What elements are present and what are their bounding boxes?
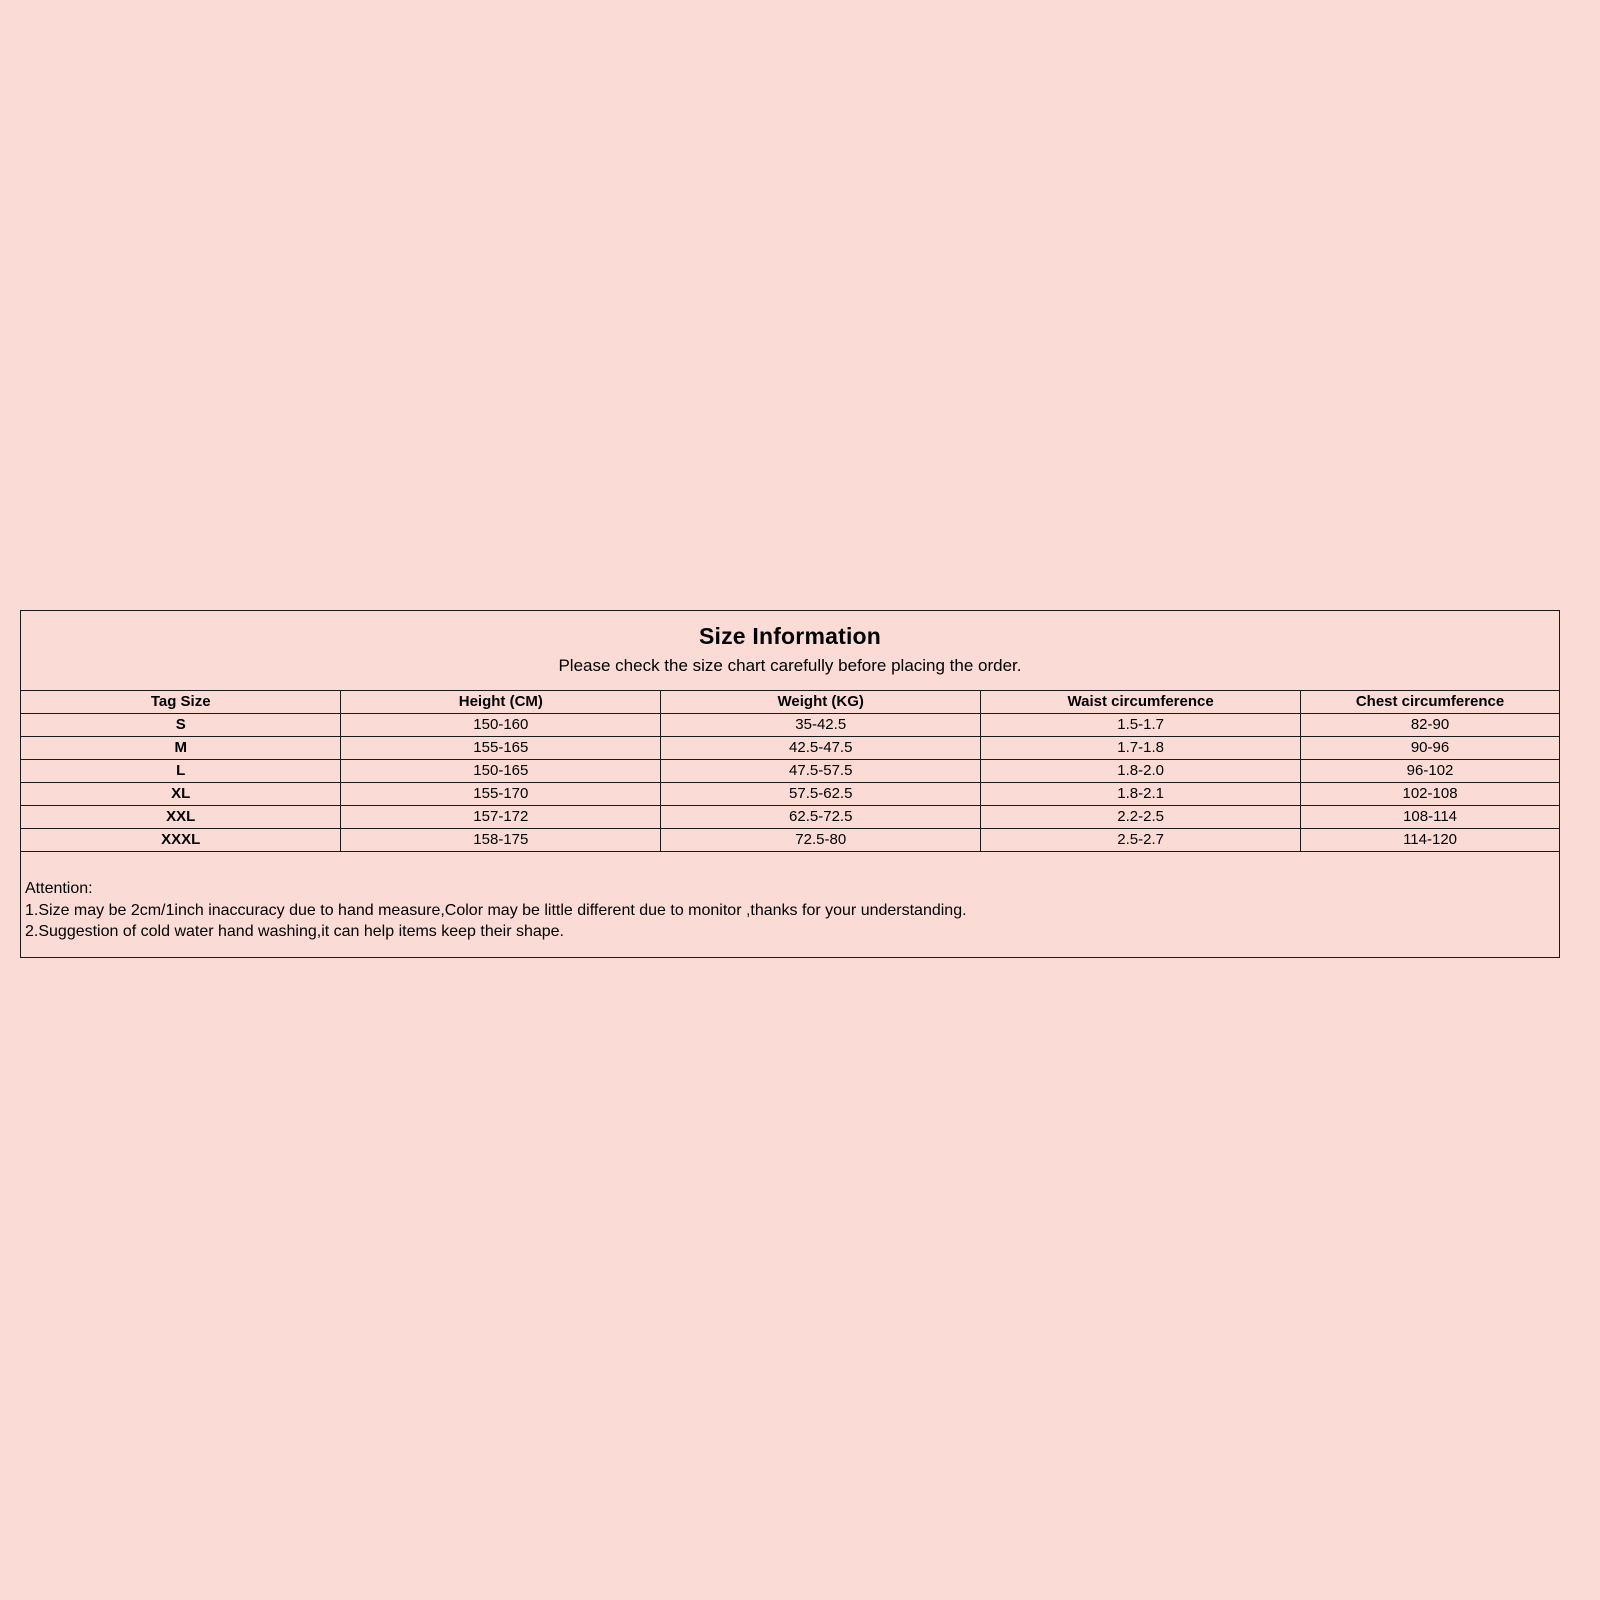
cell-height: 155-165 bbox=[341, 737, 661, 760]
cell-tag-size: XL bbox=[21, 783, 341, 806]
card-title: Size Information bbox=[698, 623, 882, 649]
cell-weight: 42.5-47.5 bbox=[661, 737, 981, 760]
cell-weight: 35-42.5 bbox=[661, 714, 981, 737]
cell-height: 158-175 bbox=[341, 829, 661, 852]
table-row bbox=[21, 783, 1559, 806]
cell-waist: 2.2-2.5 bbox=[981, 806, 1301, 829]
column-header-weight: Weight (KG) bbox=[661, 691, 981, 714]
cell-chest: 96-102 bbox=[1301, 760, 1559, 783]
table-header-row bbox=[21, 691, 1559, 714]
cell-tag-size: XXL bbox=[21, 806, 341, 829]
cell-chest: 82-90 bbox=[1301, 714, 1559, 737]
column-header-waist: Waist circumference bbox=[981, 691, 1301, 714]
cell-weight: 62.5-72.5 bbox=[661, 806, 981, 829]
cell-tag-size: XXXL bbox=[21, 829, 341, 852]
table-row bbox=[21, 829, 1559, 852]
cell-tag-size: M bbox=[21, 737, 341, 760]
column-header-tag-size: Tag Size bbox=[21, 691, 341, 714]
cell-chest: 90-96 bbox=[1301, 737, 1559, 760]
cell-height: 150-165 bbox=[341, 760, 661, 783]
attention-heading: Attention: bbox=[25, 880, 93, 897]
size-information-card bbox=[20, 610, 1560, 958]
cell-waist: 1.7-1.8 bbox=[981, 737, 1301, 760]
cell-chest: 114-120 bbox=[1301, 829, 1559, 852]
attention-note-2: 2.Suggestion of cold water hand washing,it can help items keep their shape. bbox=[25, 923, 564, 941]
card-subtitle: Please check the size chart carefully before placing the order. bbox=[558, 656, 1022, 675]
attention-block bbox=[21, 852, 1559, 957]
table-row bbox=[21, 737, 1559, 760]
cell-waist: 2.5-2.7 bbox=[981, 829, 1301, 852]
cell-weight: 72.5-80 bbox=[661, 829, 981, 852]
cell-weight: 57.5-62.5 bbox=[661, 783, 981, 806]
attention-note-1: 1.Size may be 2cm/1inch inaccuracy due to hand measure,Color may be little different due to monitor ,thanks for your understanding. bbox=[25, 901, 967, 919]
cell-waist: 1.8-2.1 bbox=[981, 783, 1301, 806]
cell-height: 157-172 bbox=[341, 806, 661, 829]
column-header-height: Height (CM) bbox=[341, 691, 661, 714]
cell-tag-size: L bbox=[21, 760, 341, 783]
cell-weight: 47.5-57.5 bbox=[661, 760, 981, 783]
cell-height: 155-170 bbox=[341, 783, 661, 806]
table-row bbox=[21, 806, 1559, 829]
column-header-chest: Chest circumference bbox=[1301, 691, 1559, 714]
cell-chest: 102-108 bbox=[1301, 783, 1559, 806]
table-row bbox=[21, 714, 1559, 737]
table-row bbox=[21, 760, 1559, 783]
size-chart-table bbox=[21, 690, 1559, 852]
cell-tag-size: S bbox=[21, 714, 341, 737]
cell-chest: 108-114 bbox=[1301, 806, 1559, 829]
cell-height: 150-160 bbox=[341, 714, 661, 737]
cell-waist: 1.5-1.7 bbox=[981, 714, 1301, 737]
cell-waist: 1.8-2.0 bbox=[981, 760, 1301, 783]
